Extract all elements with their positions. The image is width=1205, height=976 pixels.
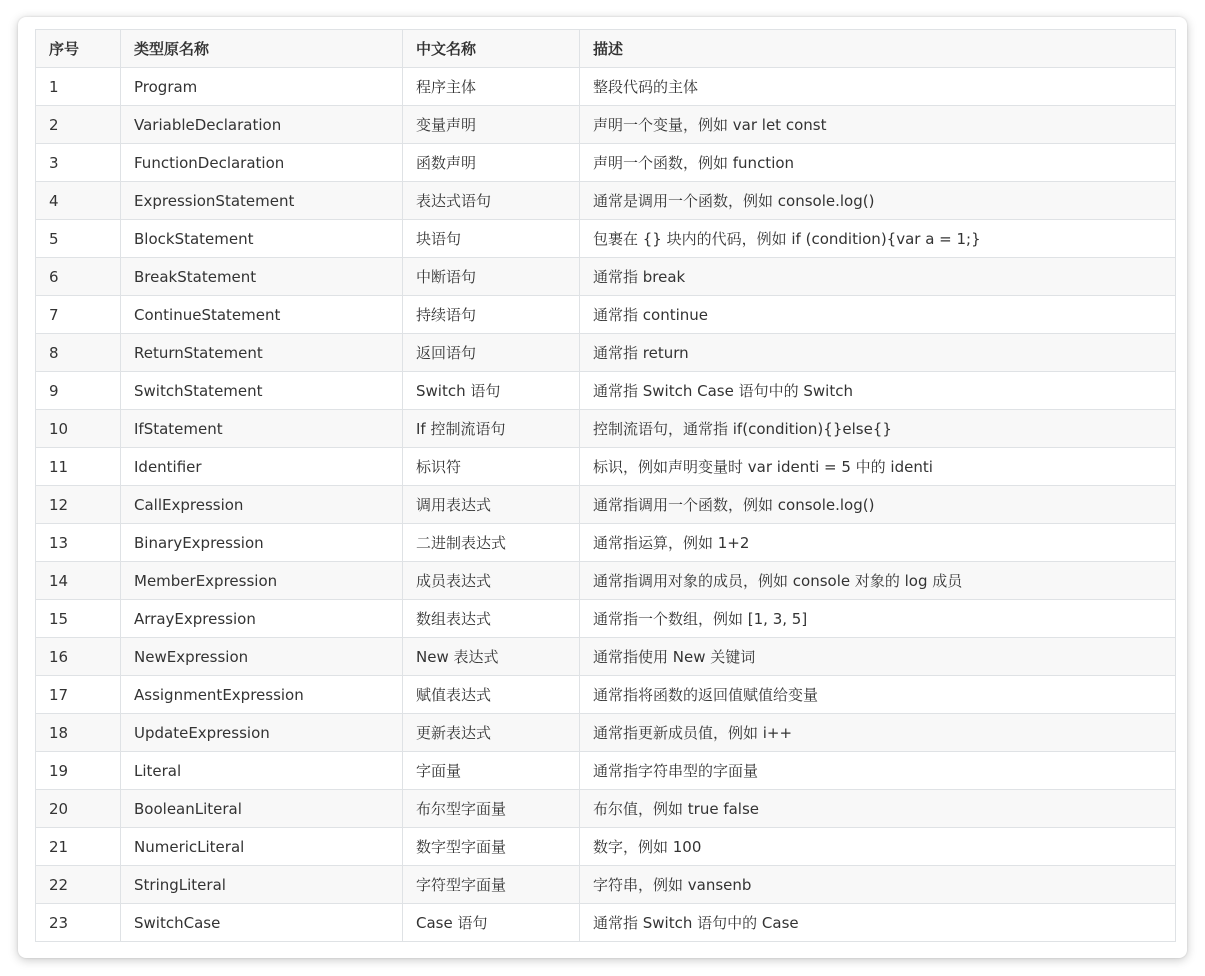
cell-description: 字符串，例如 vansenb	[580, 866, 1176, 904]
cell-description: 通常指 return	[580, 334, 1176, 372]
cell-type-name: MemberExpression	[121, 562, 403, 600]
cell-chinese-name: 更新表达式	[403, 714, 580, 752]
cell-chinese-name: 二进制表达式	[403, 524, 580, 562]
cell-type-name: ArrayExpression	[121, 600, 403, 638]
cell-description: 整段代码的主体	[580, 68, 1176, 106]
cell-description: 通常指 Switch Case 语句中的 Switch	[580, 372, 1176, 410]
cell-index: 9	[36, 372, 121, 410]
cell-chinese-name: 字面量	[403, 752, 580, 790]
cell-type-name: NewExpression	[121, 638, 403, 676]
cell-description: 通常指运算，例如 1+2	[580, 524, 1176, 562]
table-row	[36, 258, 1176, 296]
cell-type-name: FunctionDeclaration	[121, 144, 403, 182]
table-row	[36, 106, 1176, 144]
table-body	[36, 68, 1176, 942]
table-row	[36, 220, 1176, 258]
cell-index: 11	[36, 448, 121, 486]
cell-description: 控制流语句，通常指 if(condition){}else{}	[580, 410, 1176, 448]
cell-chinese-name: 程序主体	[403, 68, 580, 106]
header-type-name: 类型原名称	[121, 30, 403, 68]
cell-description: 通常指使用 New 关键词	[580, 638, 1176, 676]
header-description: 描述	[580, 30, 1176, 68]
cell-description: 通常指一个数组，例如 [1, 3, 5]	[580, 600, 1176, 638]
cell-index: 15	[36, 600, 121, 638]
cell-index: 10	[36, 410, 121, 448]
table-row	[36, 790, 1176, 828]
cell-chinese-name: If 控制流语句	[403, 410, 580, 448]
cell-type-name: VariableDeclaration	[121, 106, 403, 144]
cell-chinese-name: 中断语句	[403, 258, 580, 296]
cell-chinese-name: 数字型字面量	[403, 828, 580, 866]
table-row	[36, 410, 1176, 448]
cell-index: 7	[36, 296, 121, 334]
cell-description: 声明一个变量，例如 var let const	[580, 106, 1176, 144]
table-row	[36, 144, 1176, 182]
cell-index: 14	[36, 562, 121, 600]
cell-index: 22	[36, 866, 121, 904]
table-row	[36, 334, 1176, 372]
cell-index: 23	[36, 904, 121, 942]
cell-index: 16	[36, 638, 121, 676]
cell-description: 通常指将函数的返回值赋值给变量	[580, 676, 1176, 714]
ast-node-types-table	[35, 29, 1176, 942]
header-index: 序号	[36, 30, 121, 68]
table-row	[36, 486, 1176, 524]
cell-chinese-name: 标识符	[403, 448, 580, 486]
table-row	[36, 714, 1176, 752]
table-row	[36, 68, 1176, 106]
cell-description: 布尔值，例如 true false	[580, 790, 1176, 828]
cell-chinese-name: 成员表达式	[403, 562, 580, 600]
table-row	[36, 828, 1176, 866]
table-row	[36, 296, 1176, 334]
cell-index: 4	[36, 182, 121, 220]
cell-type-name: BreakStatement	[121, 258, 403, 296]
cell-description: 标识，例如声明变量时 var identi = 5 中的 identi	[580, 448, 1176, 486]
cell-chinese-name: 赋值表达式	[403, 676, 580, 714]
cell-chinese-name: 返回语句	[403, 334, 580, 372]
table-row	[36, 600, 1176, 638]
cell-type-name: AssignmentExpression	[121, 676, 403, 714]
cell-type-name: NumericLiteral	[121, 828, 403, 866]
cell-description: 通常指 break	[580, 258, 1176, 296]
cell-description: 通常指 Switch 语句中的 Case	[580, 904, 1176, 942]
cell-index: 1	[36, 68, 121, 106]
cell-chinese-name: 调用表达式	[403, 486, 580, 524]
cell-description: 通常指字符串型的字面量	[580, 752, 1176, 790]
cell-type-name: StringLiteral	[121, 866, 403, 904]
cell-chinese-name: 字符型字面量	[403, 866, 580, 904]
table-header-row	[36, 30, 1176, 68]
table-row	[36, 524, 1176, 562]
table-row	[36, 638, 1176, 676]
cell-type-name: BinaryExpression	[121, 524, 403, 562]
table-row	[36, 904, 1176, 942]
cell-chinese-name: 布尔型字面量	[403, 790, 580, 828]
cell-index: 17	[36, 676, 121, 714]
cell-index: 18	[36, 714, 121, 752]
cell-type-name: SwitchStatement	[121, 372, 403, 410]
cell-type-name: Identifier	[121, 448, 403, 486]
table-card	[18, 17, 1187, 958]
table-row	[36, 448, 1176, 486]
cell-chinese-name: 持续语句	[403, 296, 580, 334]
cell-index: 21	[36, 828, 121, 866]
cell-index: 20	[36, 790, 121, 828]
cell-chinese-name: Switch 语句	[403, 372, 580, 410]
cell-type-name: CallExpression	[121, 486, 403, 524]
cell-type-name: BlockStatement	[121, 220, 403, 258]
cell-index: 12	[36, 486, 121, 524]
table-row	[36, 866, 1176, 904]
cell-type-name: ExpressionStatement	[121, 182, 403, 220]
cell-type-name: BooleanLiteral	[121, 790, 403, 828]
cell-description: 通常指调用一个函数，例如 console.log()	[580, 486, 1176, 524]
cell-type-name: SwitchCase	[121, 904, 403, 942]
cell-index: 2	[36, 106, 121, 144]
cell-description: 通常是调用一个函数，例如 console.log()	[580, 182, 1176, 220]
cell-description: 通常指 continue	[580, 296, 1176, 334]
cell-index: 6	[36, 258, 121, 296]
cell-index: 5	[36, 220, 121, 258]
cell-chinese-name: 数组表达式	[403, 600, 580, 638]
table-row	[36, 562, 1176, 600]
cell-chinese-name: 变量声明	[403, 106, 580, 144]
cell-index: 8	[36, 334, 121, 372]
cell-index: 3	[36, 144, 121, 182]
cell-description: 包裹在 {} 块内的代码，例如 if (condition){var a = 1;}	[580, 220, 1176, 258]
cell-chinese-name: 表达式语句	[403, 182, 580, 220]
cell-type-name: UpdateExpression	[121, 714, 403, 752]
cell-type-name: ContinueStatement	[121, 296, 403, 334]
cell-description: 通常指更新成员值，例如 i++	[580, 714, 1176, 752]
table-row	[36, 372, 1176, 410]
cell-description: 声明一个函数，例如 function	[580, 144, 1176, 182]
table-row	[36, 752, 1176, 790]
cell-index: 19	[36, 752, 121, 790]
table-row	[36, 182, 1176, 220]
cell-chinese-name: 函数声明	[403, 144, 580, 182]
cell-chinese-name: Case 语句	[403, 904, 580, 942]
cell-chinese-name: New 表达式	[403, 638, 580, 676]
cell-description: 数字，例如 100	[580, 828, 1176, 866]
cell-type-name: Program	[121, 68, 403, 106]
cell-type-name: Literal	[121, 752, 403, 790]
cell-type-name: ReturnStatement	[121, 334, 403, 372]
table-row	[36, 676, 1176, 714]
header-chinese-name: 中文名称	[403, 30, 580, 68]
cell-chinese-name: 块语句	[403, 220, 580, 258]
cell-type-name: IfStatement	[121, 410, 403, 448]
cell-index: 13	[36, 524, 121, 562]
cell-description: 通常指调用对象的成员，例如 console 对象的 log 成员	[580, 562, 1176, 600]
